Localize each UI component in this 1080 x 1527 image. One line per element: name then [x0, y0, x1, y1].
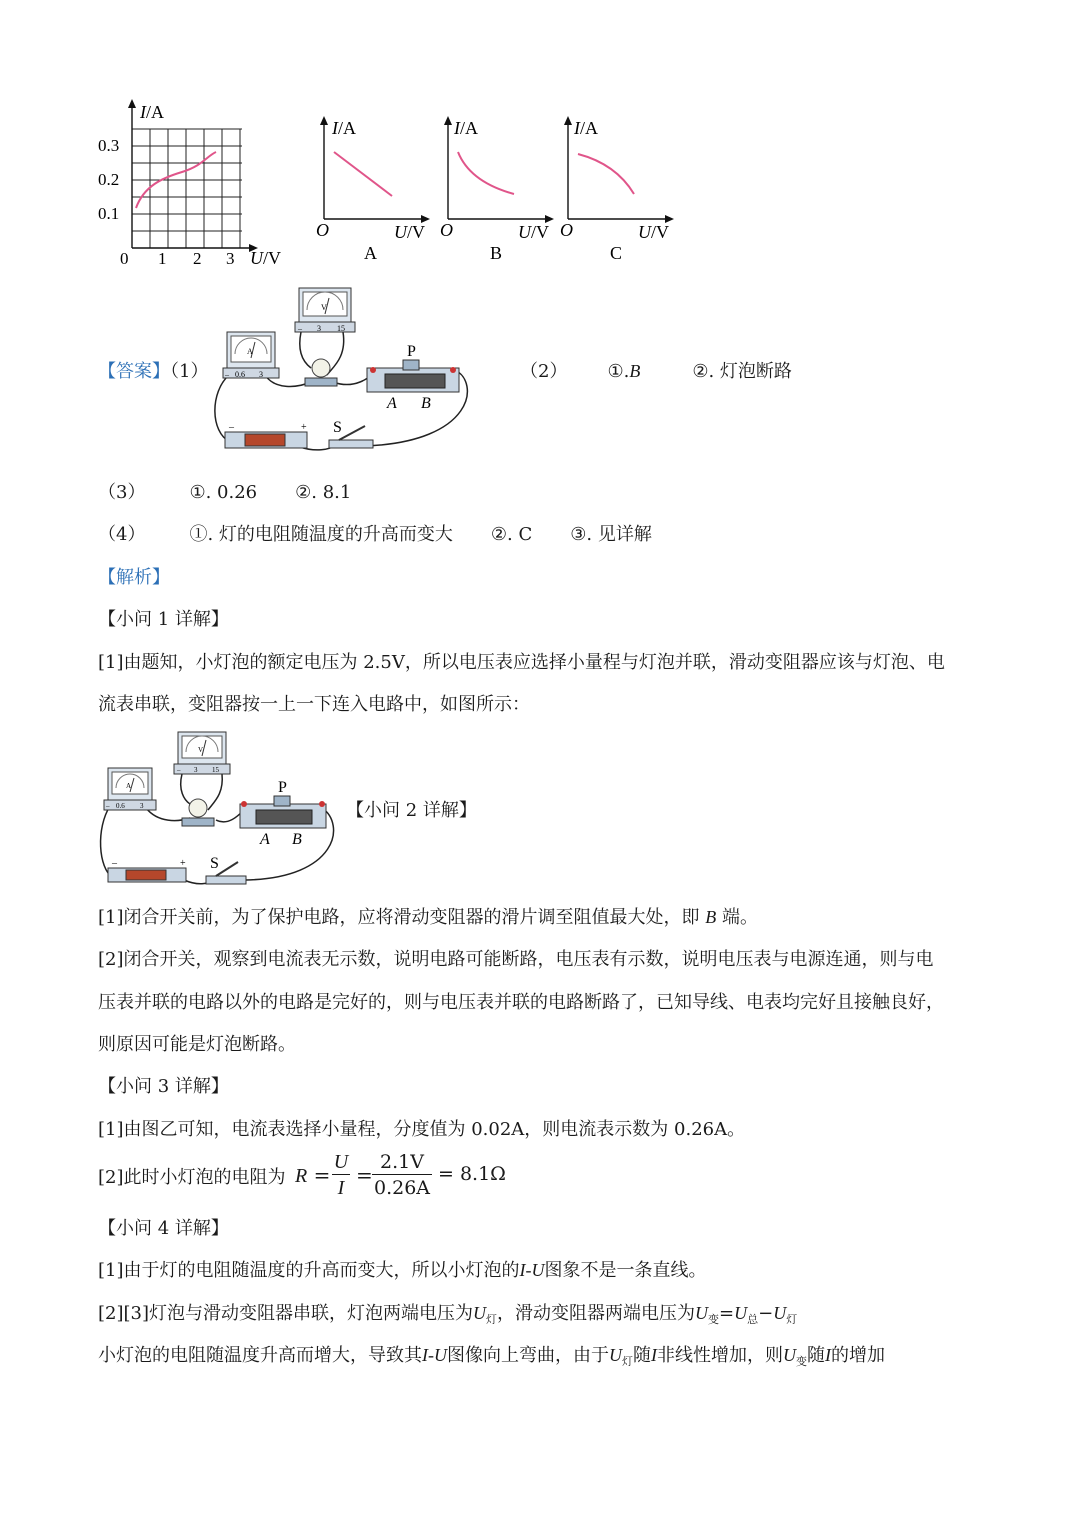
battery	[108, 858, 186, 882]
svg-text:I/A: I/A	[574, 118, 598, 138]
paragraph: [1]闭合开关前，为了保护电路，应将滑动变阻器的滑片调至阻值最大处，即 B 端。	[98, 907, 758, 928]
svg-text:S: S	[210, 855, 219, 872]
svg-text:U/V: U/V	[394, 222, 425, 242]
voltmeter-symbol: V	[321, 303, 327, 312]
svg-text:–: –	[112, 858, 117, 869]
switch	[329, 419, 373, 448]
svg-text:3: 3	[317, 324, 321, 333]
circuit-diagram-analysis	[98, 728, 343, 888]
svg-text:+: +	[180, 858, 186, 869]
svg-text:–: –	[229, 422, 234, 433]
switch-label: S	[333, 419, 342, 436]
option-name: C	[610, 243, 623, 262]
paragraph: [1]由图乙可知，电流表选择小量程，分度值为 0.02A，则电流表示数为 0.26A。	[98, 1119, 746, 1140]
option-graph-b	[436, 112, 561, 262]
paragraph: 压表并联的电路以外的电路是完好的，则与电压表并联的电路断路了，已知导线、电表均完好且接触良好，	[98, 992, 944, 1013]
paragraph: [1]由题知，小灯泡的额定电压为 2.5V，所以电压表应选择小量程与灯泡并联，滑动变阻器应该与灯泡、电	[98, 652, 945, 673]
svg-text:I/A: I/A	[332, 118, 356, 138]
formula-r: R =	[295, 1163, 331, 1187]
section-heading-2: 【小问 2 详解】	[346, 800, 477, 821]
y-tick: 0.1	[98, 204, 120, 223]
svg-text:0.6: 0.6	[235, 370, 245, 379]
ammeter	[223, 332, 279, 379]
x-tick: 2	[193, 249, 202, 268]
option-a-curve	[334, 152, 392, 196]
circuit-diagram-answer	[205, 282, 480, 454]
main-iu-graph	[92, 96, 292, 271]
end-b-label: B	[421, 395, 431, 412]
option-graph-c	[556, 112, 681, 262]
svg-text:U/V: U/V	[638, 222, 669, 242]
y-axis-arrow	[128, 99, 136, 108]
y-axis-label: I/A	[140, 102, 164, 122]
voltmeter	[174, 732, 230, 774]
option-name: B	[490, 243, 503, 262]
origin-label: O	[440, 220, 453, 240]
paragraph: [2][3]灯泡与滑动变阻器串联，灯泡两端电压为$U_灯$，滑动变阻器两端电压为$U_变=U_总-U_灯$	[98, 1303, 798, 1326]
rheostat	[367, 343, 459, 412]
answer-line	[98, 357, 208, 383]
option-graph-a	[312, 112, 437, 262]
paragraph: [1]由于灯的电阻随温度的升高而变大，所以小灯泡的I-U图象不是一条直线。	[98, 1260, 707, 1281]
ammeter-symbol: A	[247, 347, 253, 356]
option-c-curve	[578, 154, 634, 194]
option-b-curve	[458, 152, 514, 194]
svg-text:3: 3	[194, 766, 198, 774]
svg-text:3: 3	[259, 370, 263, 379]
paragraph: 小灯泡的电阻随温度升高而增大，导致其I-U图像向上弯曲，由于$U_灯$随I非线性增加，则$U_变$随I的增加	[98, 1345, 885, 1368]
analysis-tag: 【解析】	[98, 567, 170, 588]
x-axis-label: U/V	[250, 248, 281, 268]
lamp	[182, 799, 214, 826]
origin-label: O	[316, 220, 329, 240]
svg-text:B: B	[292, 831, 302, 848]
battery	[225, 422, 307, 448]
q4-answer: （4） ①. 灯的电阻随温度的升高而变大 ②. C ③. 见详解	[98, 524, 652, 545]
paragraph: 流表串联，变阻器按一上一下连入电路中，如图所示：	[98, 694, 530, 715]
svg-text:0.6: 0.6	[116, 802, 125, 810]
rheostat	[240, 779, 326, 848]
answer-tag: 【答案】	[98, 361, 170, 382]
x-tick: 0	[120, 249, 129, 268]
paragraph: [2]闭合开关，观察到电流表无示数，说明电路可能断路，电压表有示数，说明电压表与电源连通，则与电	[98, 949, 934, 970]
section-heading-4: 【小问 4 详解】	[98, 1218, 229, 1239]
svg-text:–: –	[225, 370, 229, 379]
slider-label: P	[407, 343, 416, 360]
svg-text:V: V	[198, 746, 204, 754]
x-tick: 3	[226, 249, 235, 268]
section-heading-1: 【小问 1 详解】	[98, 609, 229, 630]
svg-text:–: –	[106, 802, 110, 810]
lamp	[305, 359, 337, 386]
y-tick: 0.2	[98, 170, 120, 189]
ammeter	[104, 768, 156, 810]
voltmeter	[295, 288, 355, 333]
svg-text:U/V: U/V	[518, 222, 549, 242]
svg-text:A: A	[126, 782, 132, 790]
section-heading-3: 【小问 3 详解】	[98, 1076, 229, 1097]
svg-text:15: 15	[212, 766, 219, 774]
svg-text:–: –	[298, 324, 302, 333]
svg-text:P: P	[278, 779, 287, 796]
svg-text:A: A	[260, 831, 270, 848]
paragraph: 则原因可能是灯泡断路。	[98, 1034, 296, 1055]
option-name: A	[364, 243, 377, 262]
switch	[206, 855, 246, 884]
svg-text:–: –	[177, 766, 181, 774]
svg-text:+: +	[301, 422, 307, 433]
svg-text:I/A: I/A	[454, 118, 478, 138]
x-tick: 1	[158, 249, 167, 268]
svg-text:3: 3	[140, 802, 144, 810]
q1-number: （1）	[170, 361, 209, 382]
fraction-values: 2.1V 0.26A	[373, 1151, 431, 1199]
q2-answer: （2） ①.B ②. 灯泡断路	[520, 361, 792, 382]
svg-text:15: 15	[337, 324, 345, 333]
y-tick: 0.3	[98, 136, 120, 155]
origin-label: O	[560, 220, 573, 240]
end-a-label: A	[387, 395, 397, 412]
q3-answer: （3） ①. 0.26 ②. 8.1	[98, 482, 352, 503]
fraction-u-over-i: U I	[333, 1151, 349, 1199]
